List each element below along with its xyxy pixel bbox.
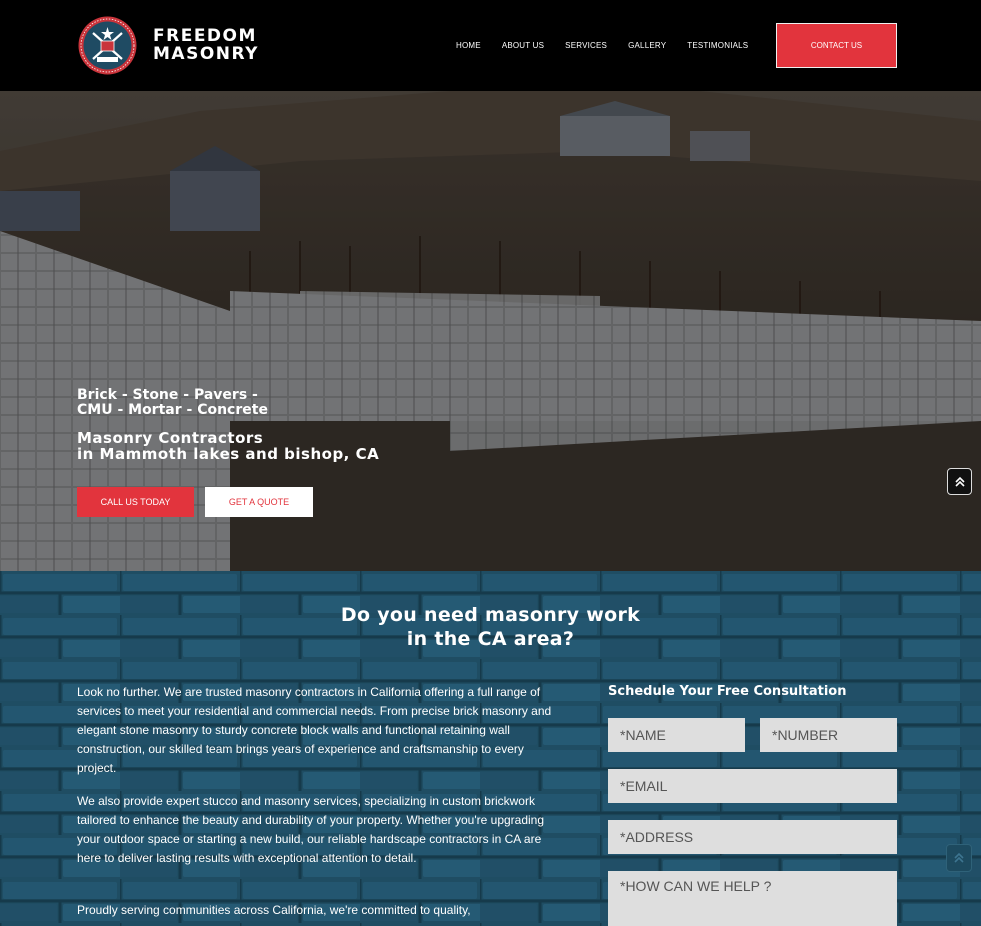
call-us-today-button[interactable]: CALL US TODAY <box>77 487 194 517</box>
scroll-to-top-button-secondary[interactable] <box>946 844 972 872</box>
chevron-double-up-icon <box>953 852 965 864</box>
brand-line-1: FREEDOM <box>153 26 257 46</box>
hero-title-line-1: Masonry Contractors <box>77 429 264 447</box>
hero-title-line-2: in Mammoth lakes and bishop, CA <box>77 445 380 463</box>
brand-name[interactable] <box>153 27 259 63</box>
scroll-to-top-button[interactable] <box>947 468 972 495</box>
nav-about-us[interactable]: ABOUT US <box>501 41 545 50</box>
section-title-line-2: in the CA area? <box>406 628 575 650</box>
chevron-double-up-icon <box>954 476 966 488</box>
intro-paragraph-1: Look no further. We are trusted masonry contractors in California offering a full range of services to meet your residential and commercial needs. From precise brick masonry and elegant stone masonry to sturdy concrete block walls and functional retaining wall construction, our skilled team brings years of experience and craftsmanship to every project. <box>77 685 552 775</box>
site-header <box>0 0 981 91</box>
nav-home[interactable]: HOME <box>456 41 481 50</box>
name-field[interactable]: *NAME <box>608 718 745 752</box>
intro-paragraph-3: Proudly serving communities across California, we're committed to quality, <box>77 903 471 917</box>
intro-paragraph-2: We also provide expert stucco and masonry services, specializing in custom brickwork tailored to enhance the beauty and durability of your property. Whether you're upgrading your outdoor space or starting a new build, our reliable hardscape contractors in CA are here to deliver lasting results with exceptional attention to detail. <box>77 794 545 865</box>
hero-title <box>77 430 379 462</box>
section-title <box>0 603 981 651</box>
email-field[interactable]: *EMAIL <box>608 769 897 803</box>
contact-us-button[interactable]: CONTACT US <box>776 23 897 68</box>
get-a-quote-button[interactable]: GET A QUOTE <box>205 487 313 517</box>
hero-subtitle-line-2: CMU - Mortar - Concrete <box>77 402 268 418</box>
hero-section <box>0 91 981 571</box>
hero-subtitle <box>77 388 268 418</box>
how-can-we-help-field[interactable]: *HOW CAN WE HELP ? <box>608 871 897 926</box>
freedom-masonry-logo-icon[interactable] <box>77 15 138 76</box>
nav-gallery[interactable]: GALLERY <box>628 41 667 50</box>
main-nav <box>456 41 748 50</box>
nav-services[interactable]: SERVICES <box>565 41 608 50</box>
number-field[interactable]: *NUMBER <box>760 718 897 752</box>
nav-testimonials[interactable]: TESTIMONIALS <box>687 41 749 50</box>
address-field[interactable]: *ADDRESS <box>608 820 897 854</box>
hero-subtitle-line-1: Brick - Stone - Pavers - <box>77 387 258 403</box>
intro-section <box>0 571 981 926</box>
consultation-form-title: Schedule Your Free Consultation <box>608 684 847 699</box>
brand-line-2: MASONRY <box>153 44 259 64</box>
section-title-line-1: Do you need masonry work <box>340 604 641 626</box>
